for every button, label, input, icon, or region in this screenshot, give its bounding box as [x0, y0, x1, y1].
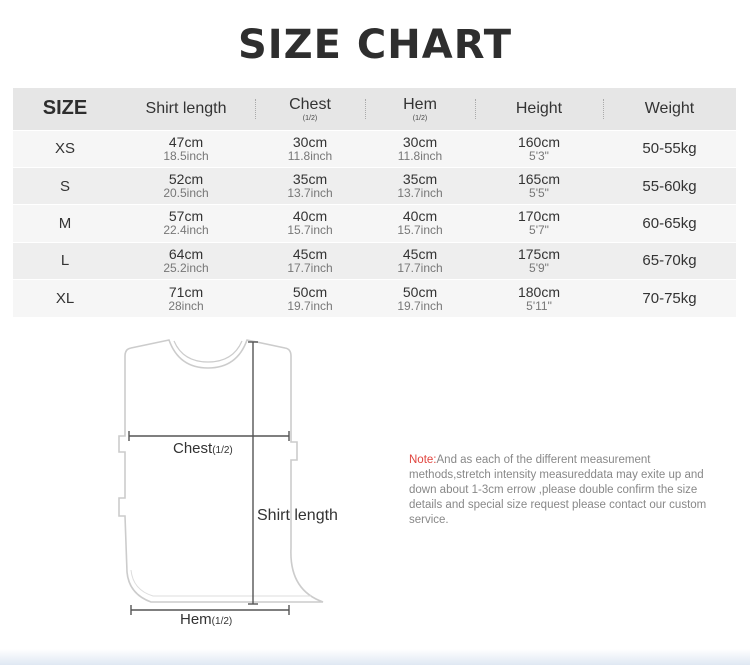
value-cm: 45cm — [402, 245, 438, 262]
value-ft: 5'9" — [529, 260, 549, 275]
note-text: And as each of the different measurement methods,stretch intensity measureddata may exite up and down about 1-3cm errow ,please double confirm the size details and special size request please contact our custom service. — [409, 454, 707, 526]
value-inch: 18.5inch — [163, 148, 209, 163]
header-height — [475, 88, 603, 130]
table-row — [13, 280, 736, 317]
cell-hem — [365, 280, 475, 317]
header-chest — [255, 88, 365, 130]
value-cm: 175cm — [517, 245, 561, 262]
value-inch: 13.7inch — [287, 186, 333, 201]
header-divider — [603, 99, 604, 119]
vest-diagram — [113, 332, 363, 632]
value-ft: 5'7" — [529, 223, 549, 238]
value-ft: 5'11" — [526, 298, 552, 313]
cell-shirt-length — [117, 280, 255, 317]
cell-weight: 55-60kg — [603, 167, 736, 204]
header-weight — [603, 88, 736, 130]
value-cm: 47cm — [168, 133, 204, 150]
value-cm: 45cm — [292, 245, 328, 262]
cell-hem — [365, 242, 475, 279]
value-inch: 13.7inch — [397, 186, 443, 201]
value-inch: 17.7inch — [287, 260, 333, 275]
cell-chest — [255, 130, 365, 167]
value-ft: 5'3" — [529, 148, 549, 163]
value-inch: 25.2inch — [163, 260, 209, 275]
cell-chest — [255, 167, 365, 204]
table-header-row — [13, 88, 736, 130]
cell-shirt-length — [117, 130, 255, 167]
value-inch: 19.7inch — [287, 298, 333, 313]
vest-collar-trim — [174, 341, 242, 362]
table-row — [13, 167, 736, 204]
header-hem — [365, 88, 475, 130]
cell-chest — [255, 242, 365, 279]
cell-height — [475, 205, 603, 242]
value-cm: 40cm — [402, 208, 438, 225]
value-cm: 30cm — [292, 133, 328, 150]
table-row — [13, 242, 736, 279]
value-cm: 71cm — [168, 283, 204, 300]
cell-size: L — [13, 242, 117, 279]
cell-hem — [365, 167, 475, 204]
header-hem-label: Hem — [403, 95, 437, 113]
cell-height — [475, 167, 603, 204]
shirt-length-measure-label: Shirt length — [257, 507, 338, 524]
value-inch: 11.8inch — [287, 148, 333, 163]
chest-measure-label — [173, 440, 233, 457]
value-cm: 52cm — [168, 171, 204, 188]
value-inch: 20.5inch — [163, 186, 209, 201]
value-inch: 15.7inch — [287, 223, 333, 238]
header-shirt-length-label: Shirt length — [145, 99, 227, 117]
cell-shirt-length — [117, 167, 255, 204]
header-size: SIZE — [42, 97, 88, 120]
table-row — [13, 205, 736, 242]
size-chart-table — [13, 88, 736, 317]
value-cm: 50cm — [292, 283, 328, 300]
header-shirt-length — [117, 88, 255, 130]
header-divider — [365, 99, 366, 119]
cell-chest — [255, 280, 365, 317]
hem-measure-text: Hem — [180, 611, 212, 628]
header-weight-label: Weight — [644, 99, 695, 117]
header-height-label: Height — [515, 99, 563, 117]
value-ft: 5'5" — [529, 186, 549, 201]
hem-measure-label — [180, 611, 232, 628]
value-cm: 64cm — [168, 245, 204, 262]
value-inch: 19.7inch — [397, 298, 443, 313]
cell-chest — [255, 205, 365, 242]
header-chest-label: Chest — [289, 95, 331, 113]
header-chest-sub: (1/2) — [302, 114, 318, 122]
value-inch: 22.4inch — [163, 223, 209, 238]
cell-size: S — [13, 167, 117, 204]
vest-outline — [119, 340, 323, 602]
note-block — [409, 453, 709, 528]
header-divider — [255, 99, 256, 119]
value-cm: 50cm — [402, 283, 438, 300]
hem-measure-sub: (1/2) — [211, 616, 233, 627]
value-cm: 40cm — [292, 208, 328, 225]
note-tag: Note: — [409, 454, 437, 466]
value-cm: 160cm — [517, 133, 561, 150]
chest-measure-text: Chest — [173, 440, 213, 457]
header-divider — [475, 99, 476, 119]
cell-hem — [365, 130, 475, 167]
cell-weight: 50-55kg — [603, 130, 736, 167]
cell-size: M — [13, 205, 117, 242]
cell-weight: 60-65kg — [603, 205, 736, 242]
value-cm: 180cm — [517, 283, 561, 300]
page-title: SIZE CHART — [237, 22, 513, 68]
value-cm: 57cm — [168, 208, 204, 225]
value-cm: 170cm — [517, 208, 561, 225]
value-cm: 35cm — [292, 171, 328, 188]
header-hem-sub: (1/2) — [412, 114, 428, 122]
cell-height — [475, 130, 603, 167]
bottom-band — [0, 649, 750, 665]
cell-height — [475, 242, 603, 279]
cell-weight: 65-70kg — [603, 242, 736, 279]
cell-shirt-length — [117, 205, 255, 242]
value-cm: 30cm — [402, 133, 438, 150]
cell-height — [475, 280, 603, 317]
value-cm: 165cm — [517, 171, 561, 188]
value-inch: 15.7inch — [397, 223, 443, 238]
cell-size: XL — [13, 280, 117, 317]
cell-hem — [365, 205, 475, 242]
cell-shirt-length — [117, 242, 255, 279]
table-row — [13, 130, 736, 167]
value-inch: 17.7inch — [397, 260, 443, 275]
chest-measure-sub: (1/2) — [212, 445, 233, 456]
cell-size: XS — [13, 130, 117, 167]
cell-weight: 70-75kg — [603, 280, 736, 317]
value-inch: 11.8inch — [397, 148, 443, 163]
value-inch: 28inch — [168, 298, 204, 313]
value-cm: 35cm — [402, 171, 438, 188]
